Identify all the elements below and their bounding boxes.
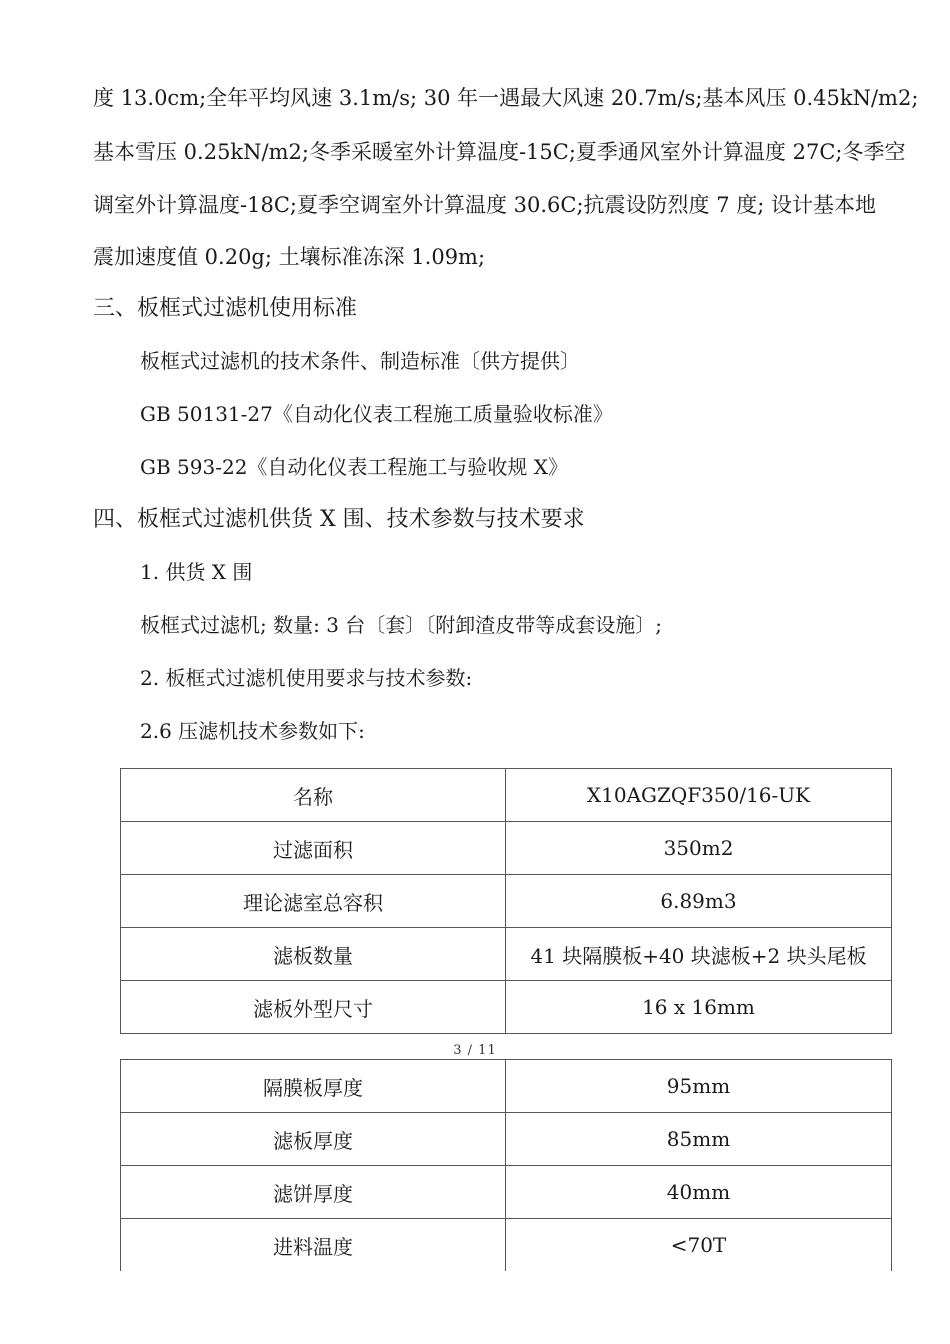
- parameter-table-1: [120, 768, 892, 1034]
- param-value: 41 块隔膜板+40 块滤板+2 块头尾板: [506, 928, 892, 981]
- paragraph-text-line-2: 基本雪压 0.25kN/m2;冬季采暖室外计算温度-15C;夏季通风室外计算温度 27C;冬季空: [93, 140, 906, 164]
- param-name: 滤板厚度: [121, 1113, 506, 1166]
- section-3-heading: 三、板框式过滤机使用标准: [93, 296, 358, 321]
- section-4-heading: 四、板框式过滤机供货 X 围、技术参数与技术要求: [93, 507, 585, 532]
- param-name: 理论滤室总容积: [121, 875, 506, 928]
- table-row: [121, 1166, 892, 1219]
- param-value: 350m2: [506, 822, 892, 875]
- table-row: [121, 981, 892, 1034]
- table-row: [121, 822, 892, 875]
- param-name: 滤板数量: [121, 928, 506, 981]
- table-row: [121, 1113, 892, 1166]
- param-name: 名称: [121, 769, 506, 822]
- param-name: 过滤面积: [121, 822, 506, 875]
- section-3-item: 板框式过滤机的技术条件、制造标准〔供方提供〕: [140, 349, 580, 373]
- section-4-item: 1. 供货 X 围: [140, 560, 253, 584]
- section-4-item: 2. 板框式过滤机使用要求与技术参数:: [140, 666, 473, 690]
- section-4-item: 板框式过滤机; 数量: 3 台〔套〕〔附卸渣皮带等成套设施〕;: [140, 613, 663, 637]
- param-value: X10AGZQF350/16-UK: [506, 769, 892, 822]
- param-value: 6.89m3: [506, 875, 892, 928]
- param-name: 隔膜板厚度: [121, 1060, 506, 1113]
- param-value: 85mm: [506, 1113, 892, 1166]
- param-name: 进料温度: [121, 1219, 506, 1272]
- paragraph-text-line-3: 调室外计算温度-18C;夏季空调室外计算温度 30.6C;抗震设防烈度 7 度; 设计基本地: [93, 193, 876, 217]
- section-4-item: 2.6 压滤机技术参数如下:: [140, 719, 365, 743]
- paragraph-text-line-1: 度 13.0cm;全年平均风速 3.1m/s; 30 年一遇最大风速 20.7m/s;基本风压 0.45kN/m2;: [93, 86, 919, 110]
- param-value: 16 x 16mm: [506, 981, 892, 1034]
- table-row: [121, 769, 892, 822]
- param-value: 95mm: [506, 1060, 892, 1113]
- table-row: [121, 1219, 892, 1272]
- table-row: [121, 875, 892, 928]
- parameter-table-2: [120, 1059, 892, 1271]
- table-row: [121, 928, 892, 981]
- param-value: <70T: [506, 1219, 892, 1272]
- section-3-item: GB 50131-27《自动化仪表工程施工质量验收标准》: [140, 402, 613, 426]
- paragraph-text-line-4: 震加速度值 0.20g; 土壤标准冻深 1.09m;: [93, 245, 486, 269]
- section-3-item: GB 593-22《自动化仪表工程施工与验收规 X》: [140, 455, 569, 479]
- param-name: 滤饼厚度: [121, 1166, 506, 1219]
- page-number: 3 / 11: [453, 1043, 497, 1058]
- param-name: 滤板外型尺寸: [121, 981, 506, 1034]
- table-row: [121, 1060, 892, 1113]
- param-value: 40mm: [506, 1166, 892, 1219]
